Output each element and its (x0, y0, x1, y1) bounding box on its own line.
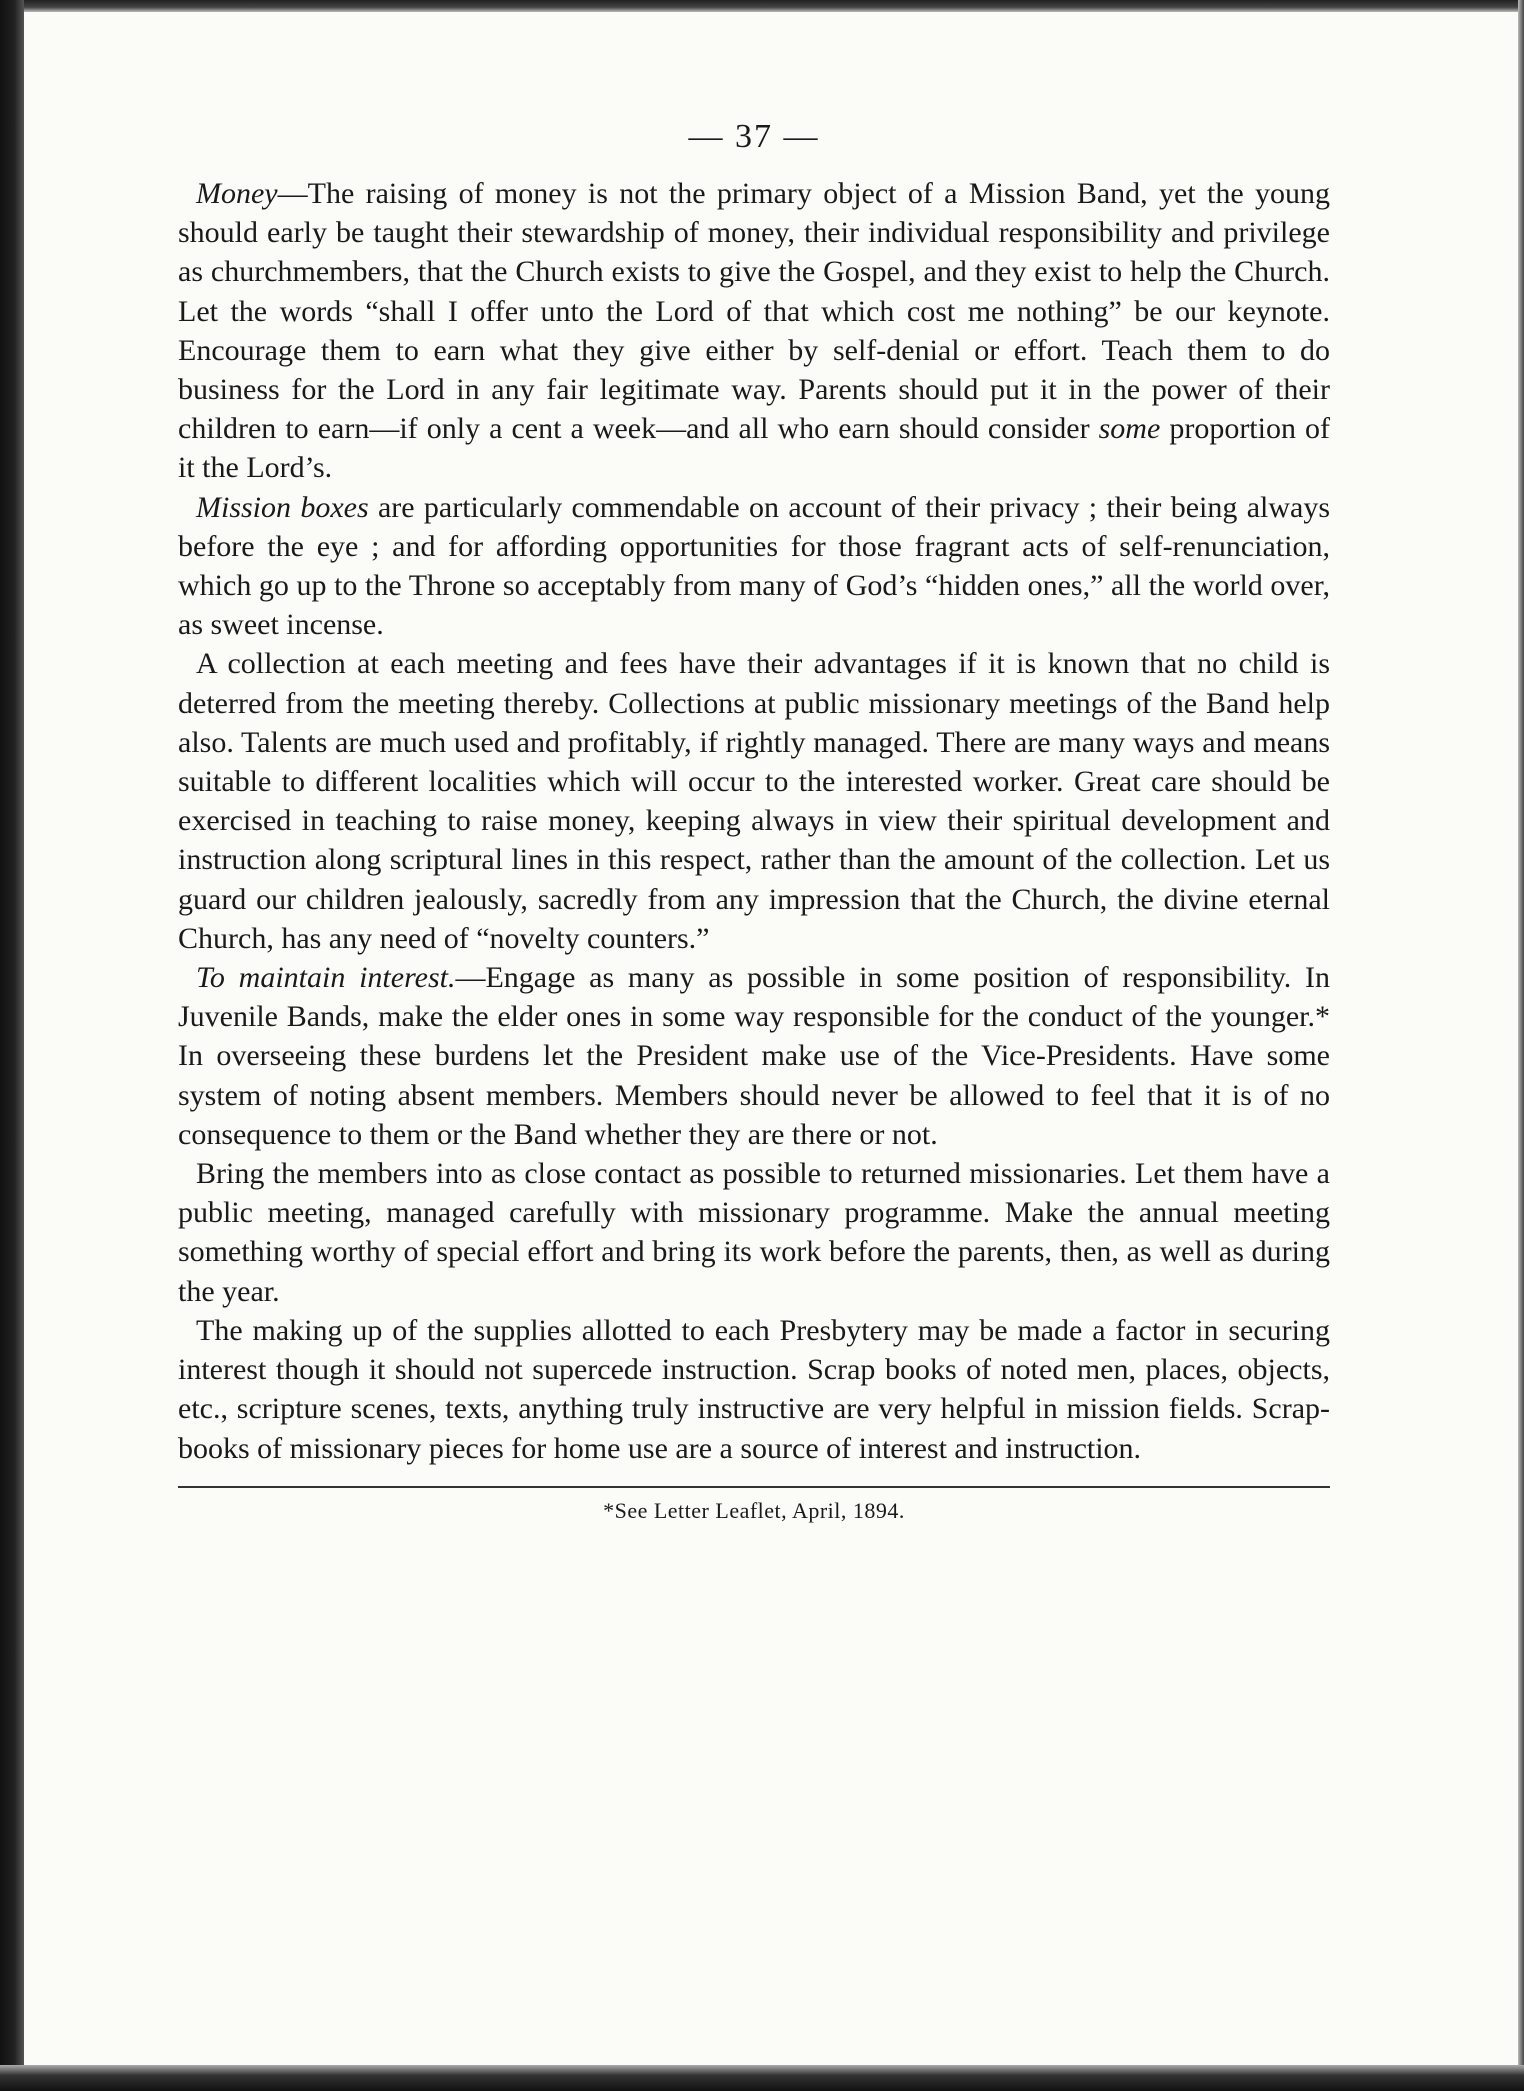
paragraph-missionaries (178, 1154, 1330, 1311)
footnote: *See Letter Leaflet, April, 1894. (603, 1497, 905, 1523)
paragraph-supplies (178, 1311, 1330, 1468)
paragraph-text: A collection at each meeting and fees have their advantages if it is known that no child is deterred from the meeting thereby. Collections at public missionary meetings of the Band help also. Talents are much used and profitably, if rightly managed. There are many ways and means suitable to different localities which will occur to the interested worker. Great care should be exercised in teaching to raise money, keeping always in view their spiritual development and instruction along scriptural lines in this respect, rather than the amount of the collection. Let us guard our children jealously, sacredly from any impression that the Church, the divine eternal Church, has any need of “novelty counters.” (178, 647, 1330, 955)
paragraph-text: The making up of the supplies allotted to each Presbytery may be made a factor in securing interest though it should not supercede instruction. Scrap books of noted men, places, objects, etc., scripture scenes, texts, anything truly instructive are very helpful in mission fields. Scrap-books of missionary pieces for home use are a source of interest and instruction. (178, 1313, 1330, 1465)
paragraph-lead: Money (196, 177, 278, 210)
paragraph-emphasis: some (1098, 412, 1161, 446)
scan-edge-right (1518, 0, 1524, 2091)
paragraph-mission-boxes (178, 488, 1330, 645)
scan-edge-top (0, 0, 1524, 12)
footnote-rule (178, 1486, 1330, 1488)
paragraph-lead: Mission boxes (196, 490, 369, 524)
paragraph-text: Bring the members into as close contact as possible to returned missionaries. Let them have a public meeting, managed carefully with missionary programme. Make the annual meeting something worthy of special effort and bring its work before the parents, then, as well as during the year. (178, 1157, 1330, 1308)
paragraph-maintain-interest (178, 958, 1330, 1154)
paragraph-lead: To maintain interest. (196, 961, 456, 995)
paragraph-text: —Engage as many as possible in some position of responsibility. In Juvenile Bands, make the elder ones in some way responsible for the conduct of the younger.* In overseeing these burdens let the President make use of the Vice-Presidents. Have some system of noting absent members. Members should never be allowed to feel that it is of no consequence to them or the Band whether they are there or not. (178, 961, 1331, 1151)
scan-edge-bottom (0, 2065, 1524, 2091)
paragraph-text: —The raising of money is not the primary object of a Mission Band, yet the young should early be taught their stewardship of money, their individual responsibility and privilege as churchmembers, that the Church exists to give the Gospel, and they exist to help the Church. Let the words “shall I offer unto the Lord of that which cost me nothing” be our keynote. Encourage them to earn what they give either by self-denial or effort. Teach them to do business for the Lord in any fair legitimate way. Parents should put it in the power of their children to earn—if only a cent a week—and all who earn should consider (178, 177, 1330, 446)
paragraph-tail: proportion of it the Lord’s. (178, 412, 1331, 485)
scan-edge-left (0, 0, 24, 2091)
paragraph-text: are particularly commendable on account of their privacy ; their being always before the eye ; and for affording opportunities for those fragrant acts of self-renunciation, which go up to the Throne so acceptably from many of God’s “hidden ones,” all the world over, as sweet incense. (178, 490, 1331, 642)
paragraph-money (178, 174, 1330, 488)
page-body (178, 118, 1330, 1524)
paragraph-collection (178, 644, 1330, 958)
page-number: — 37 — (688, 118, 820, 155)
